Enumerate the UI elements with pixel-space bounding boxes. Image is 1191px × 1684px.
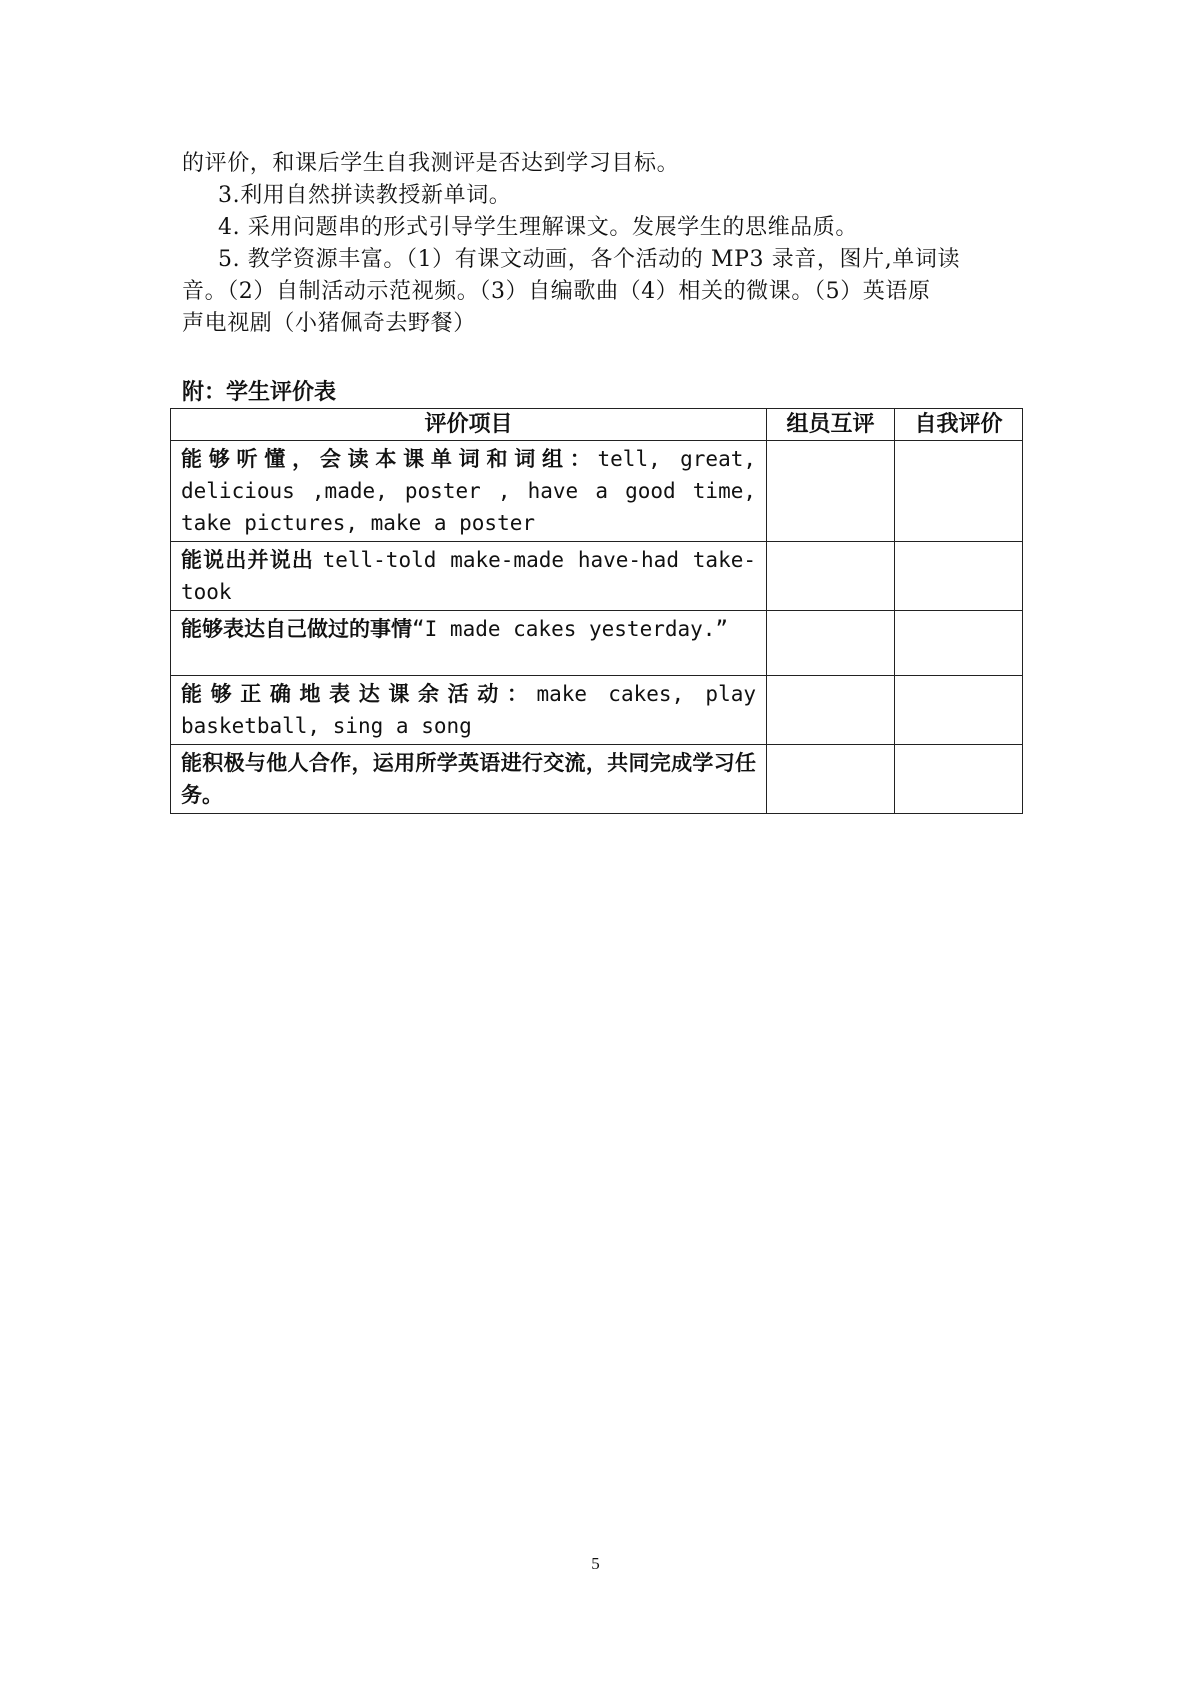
item-text-en: tell-told make-made have-had take-took bbox=[181, 548, 757, 604]
item-text-en: tell, great, delicious ,made, poster , have a good time, take pictures, make a poster bbox=[181, 447, 756, 535]
page-number: 5 bbox=[591, 1554, 600, 1573]
evaluation-item-cell bbox=[171, 542, 767, 611]
peer-evaluation-cell[interactable] bbox=[767, 611, 895, 676]
item-text-zh: 能积极与他人合作，运用所学英语进行交流，共同完成学习任务。 bbox=[181, 751, 756, 807]
evaluation-item-cell bbox=[171, 676, 767, 745]
peer-evaluation-cell[interactable] bbox=[767, 676, 895, 745]
item-text-zh: 能说出并说出 bbox=[181, 548, 323, 572]
body-text bbox=[182, 148, 1020, 340]
header-evaluation-item: 评价项目 bbox=[171, 409, 767, 441]
item-text-zh: 能够表达自己做过的事情 bbox=[181, 617, 412, 641]
peer-evaluation-cell[interactable] bbox=[767, 542, 895, 611]
peer-evaluation-cell[interactable] bbox=[767, 745, 895, 814]
header-self-evaluation: 自我评价 bbox=[895, 409, 1023, 441]
item-text-zh: 能够正确地表达课余活动： bbox=[181, 682, 537, 706]
table-row bbox=[171, 611, 1023, 676]
evaluation-item-cell bbox=[171, 611, 767, 676]
body-line-5: 音。（2）自制活动示范视频。（3）自编歌曲（4）相关的微课。（5）英语原 bbox=[182, 279, 931, 304]
evaluation-item-cell bbox=[171, 745, 767, 814]
self-evaluation-cell[interactable] bbox=[895, 542, 1023, 611]
self-evaluation-cell[interactable] bbox=[895, 611, 1023, 676]
table-header-row bbox=[171, 409, 1023, 441]
item-text-en: make cakes, play basketball, sing a song bbox=[181, 682, 757, 738]
student-evaluation-table bbox=[170, 408, 1023, 814]
table-row bbox=[171, 676, 1023, 745]
self-evaluation-cell[interactable] bbox=[895, 441, 1023, 542]
body-line-4: 5. 教学资源丰富。（1）有课文动画，各个活动的 MP3 录音，图片,单词读 bbox=[218, 247, 961, 272]
self-evaluation-cell[interactable] bbox=[895, 745, 1023, 814]
body-line-2: 3.利用自然拼读教授新单词。 bbox=[218, 183, 512, 208]
peer-evaluation-cell[interactable] bbox=[767, 441, 895, 542]
body-line-3: 4. 采用问题串的形式引导学生理解课文。发展学生的思维品质。 bbox=[218, 215, 858, 240]
item-text-zh: 能够听懂，会读本课单词和词组： bbox=[181, 447, 598, 471]
table-row bbox=[171, 542, 1023, 611]
item-text-en: “I made cakes yesterday.” bbox=[412, 617, 729, 641]
body-line-1: 的评价，和课后学生自我测评是否达到学习目标。 bbox=[182, 151, 680, 176]
appendix-heading: 附：学生评价表 bbox=[182, 380, 337, 405]
self-evaluation-cell[interactable] bbox=[895, 676, 1023, 745]
header-peer-evaluation: 组员互评 bbox=[767, 409, 895, 441]
body-line-6: 声电视剧（小猪佩奇去野餐） bbox=[182, 311, 476, 336]
table-row bbox=[171, 441, 1023, 542]
evaluation-item-cell bbox=[171, 441, 767, 542]
table-row bbox=[171, 745, 1023, 814]
